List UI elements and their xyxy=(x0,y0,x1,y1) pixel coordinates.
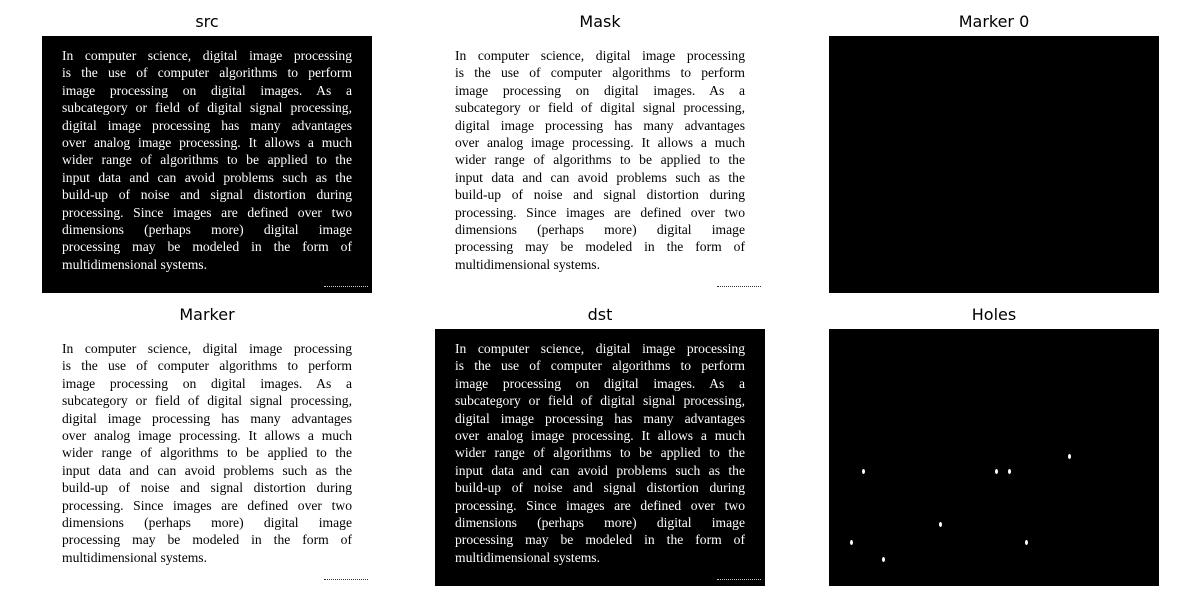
hole-dot xyxy=(995,469,998,474)
paragraph-line: over analog image processing. It allows a much xyxy=(455,427,745,443)
marker0-image xyxy=(829,36,1159,293)
paragraph-line: processing. Since images are defined over two xyxy=(62,497,352,513)
paragraph-line: input data and can avoid problems such as the xyxy=(62,169,352,185)
paragraph-line: dimensions (perhaps more) digital image xyxy=(455,514,745,530)
paragraph-line: wider range of algorithms to be applied to the xyxy=(455,445,745,461)
paragraph-line: subcategory or field of digital signal processing, xyxy=(455,100,745,116)
hole-dot xyxy=(939,522,942,527)
paragraph-line: build-up of noise and signal distortion during xyxy=(455,480,745,496)
marker-image xyxy=(42,329,372,586)
holes-image xyxy=(829,329,1159,586)
paragraph-text xyxy=(455,47,745,273)
paragraph-line: is the use of computer algorithms to perform xyxy=(455,65,745,81)
paragraph-line: multidimensional systems. xyxy=(62,256,207,272)
hole-dot xyxy=(850,540,853,545)
paragraph-line: In computer science, digital image processing xyxy=(62,48,352,63)
paragraph-line: subcategory or field of digital signal processing, xyxy=(62,100,352,116)
paragraph-line: processing may be modeled in the form of xyxy=(455,532,745,548)
paragraph-line: over analog image processing. It allows a much xyxy=(455,134,745,150)
footer-noise xyxy=(324,579,368,582)
panel-title-src: src xyxy=(195,12,219,31)
paragraph-line: image processing on digital images. As a xyxy=(62,82,352,98)
paragraph-line: multidimensional systems. xyxy=(62,549,207,565)
paragraph-line: multidimensional systems. xyxy=(455,256,600,272)
paragraph-line: wider range of algorithms to be applied to the xyxy=(62,445,352,461)
panel-title-marker: Marker xyxy=(179,305,235,324)
mask-image xyxy=(435,36,765,293)
paragraph-line: dimensions (perhaps more) digital image xyxy=(62,221,352,237)
paragraph-line: over analog image processing. It allows a much xyxy=(62,427,352,443)
paragraph-line: over analog image processing. It allows a much xyxy=(62,134,352,150)
paragraph-line: processing. Since images are defined over two xyxy=(455,497,745,513)
paragraph-line: image processing on digital images. As a xyxy=(62,375,352,391)
paragraph-text xyxy=(455,340,745,566)
paragraph-line: multidimensional systems. xyxy=(455,549,600,565)
paragraph-line: subcategory or field of digital signal processing, xyxy=(455,393,745,409)
paragraph-line: processing may be modeled in the form of xyxy=(62,239,352,255)
paragraph-line: image processing on digital images. As a xyxy=(455,375,745,391)
paragraph-line: input data and can avoid problems such as the xyxy=(455,462,745,478)
paragraph-line: digital image processing has many advantages xyxy=(62,117,352,133)
paragraph-line: processing. Since images are defined over two xyxy=(455,204,745,220)
panel-title-holes: Holes xyxy=(971,305,1017,324)
paragraph-line: processing may be modeled in the form of xyxy=(62,532,352,548)
paragraph-line: dimensions (perhaps more) digital image xyxy=(62,514,352,530)
paragraph-line: processing. Since images are defined over two xyxy=(62,204,352,220)
paragraph-line: build-up of noise and signal distortion during xyxy=(62,187,352,203)
paragraph-line: wider range of algorithms to be applied to the xyxy=(62,152,352,168)
paragraph-line: image processing on digital images. As a xyxy=(455,82,745,98)
panel-title-marker0: Marker 0 xyxy=(958,12,1030,31)
paragraph-line: digital image processing has many advantages xyxy=(62,410,352,426)
paragraph-line: In computer science, digital image processing xyxy=(455,48,745,63)
hole-dot xyxy=(1008,469,1011,474)
hole-dot xyxy=(1025,540,1028,545)
paragraph-line: input data and can avoid problems such as the xyxy=(455,169,745,185)
hole-dot xyxy=(882,557,885,562)
hole-dot xyxy=(862,469,865,474)
paragraph-line: is the use of computer algorithms to perform xyxy=(455,358,745,374)
paragraph-line: digital image processing has many advantages xyxy=(455,410,745,426)
hole-dot xyxy=(1068,454,1071,459)
paragraph-line: is the use of computer algorithms to perform xyxy=(62,358,352,374)
panel-title-mask: Mask xyxy=(579,12,621,31)
paragraph-line: build-up of noise and signal distortion during xyxy=(62,480,352,496)
footer-noise xyxy=(324,286,368,289)
paragraph-line: In computer science, digital image processing xyxy=(62,341,352,356)
dst-image xyxy=(435,329,765,586)
paragraph-text xyxy=(62,47,352,273)
paragraph-line: dimensions (perhaps more) digital image xyxy=(455,221,745,237)
paragraph-line: is the use of computer algorithms to perform xyxy=(62,65,352,81)
paragraph-line: processing may be modeled in the form of xyxy=(455,239,745,255)
paragraph-line: digital image processing has many advantages xyxy=(455,117,745,133)
paragraph-line: input data and can avoid problems such as the xyxy=(62,462,352,478)
paragraph-line: subcategory or field of digital signal processing, xyxy=(62,393,352,409)
paragraph-text xyxy=(62,340,352,566)
src-image xyxy=(42,36,372,293)
paragraph-line: In computer science, digital image processing xyxy=(455,341,745,356)
footer-noise xyxy=(717,579,761,582)
paragraph-line: build-up of noise and signal distortion during xyxy=(455,187,745,203)
paragraph-line: wider range of algorithms to be applied to the xyxy=(455,152,745,168)
panel-title-dst: dst xyxy=(587,305,613,324)
footer-noise xyxy=(717,286,761,289)
